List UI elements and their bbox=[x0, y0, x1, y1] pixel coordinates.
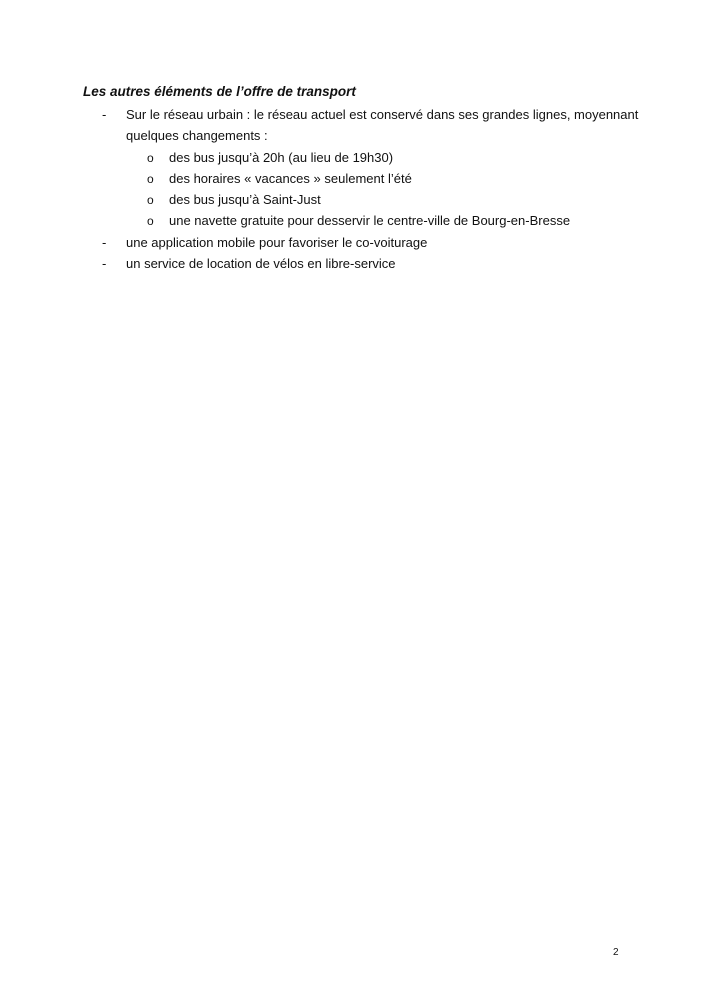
dash-bullet: - bbox=[102, 107, 107, 122]
list-item-urban-network-line1: Sur le réseau urbain : le réseau actuel est conservé dans ses grandes lignes, moyennant bbox=[126, 107, 639, 122]
circle-bullet: o bbox=[147, 151, 154, 165]
sub-item-bus-saint-just: des bus jusqu’à Saint-Just bbox=[169, 192, 321, 207]
dash-bullet: - bbox=[102, 256, 107, 271]
sub-item-holiday-schedules: des horaires « vacances » seulement l’été bbox=[169, 171, 412, 186]
page-number: 2 bbox=[613, 947, 619, 958]
list-item-carpool-app: une application mobile pour favoriser le co-voiturage bbox=[126, 235, 428, 250]
list-item-bike-rental: un service de location de vélos en libre-service bbox=[126, 256, 396, 271]
section-heading: Les autres éléments de l’offre de transport bbox=[83, 84, 356, 99]
circle-bullet: o bbox=[147, 193, 154, 207]
dash-bullet: - bbox=[102, 235, 107, 250]
circle-bullet: o bbox=[147, 214, 154, 228]
sub-item-free-shuttle: une navette gratuite pour desservir le centre-ville de Bourg-en-Bresse bbox=[169, 213, 571, 228]
list-item-urban-network-line2: quelques changements : bbox=[126, 128, 268, 143]
circle-bullet: o bbox=[147, 172, 154, 186]
sub-item-bus-until-20h: des bus jusqu’à 20h (au lieu de 19h30) bbox=[169, 150, 394, 165]
